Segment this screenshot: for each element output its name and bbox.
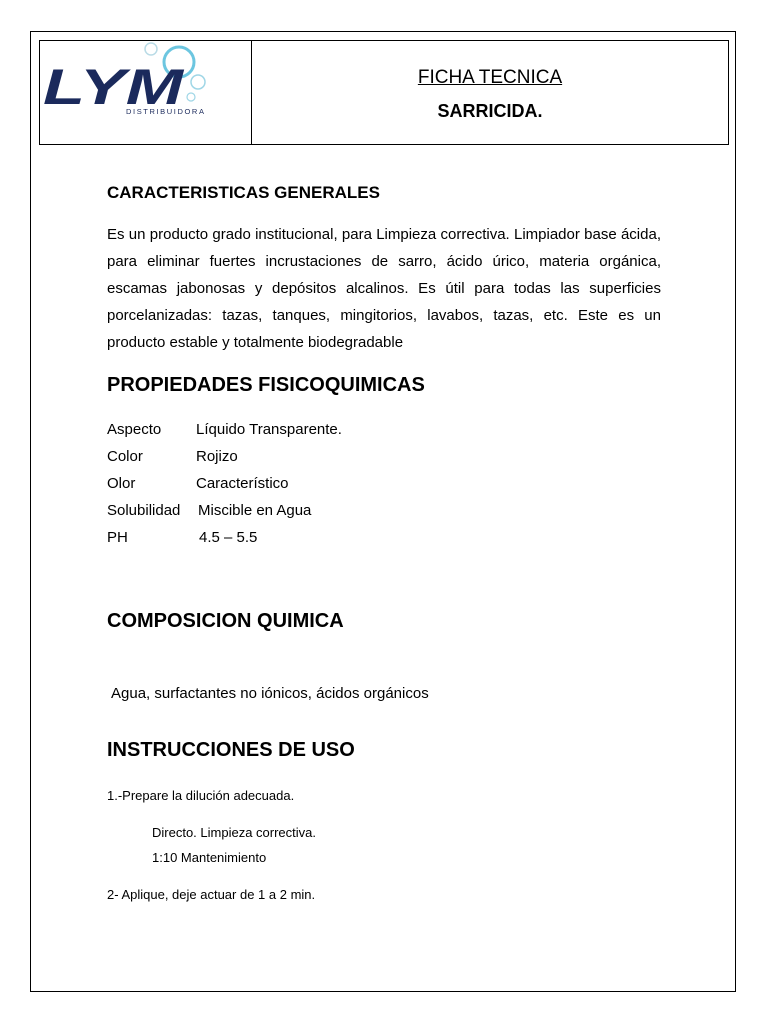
property-value: Líquido Transparente. [196,421,342,438]
logo-subtext: DISTRIBUIDORA [126,107,206,116]
property-value: Miscible en Agua [198,502,312,519]
bubble-icon [145,43,157,55]
dilution-option: 1:10 Mantenimiento [152,850,267,865]
composition-text: Agua, surfactantes no iónicos, ácidos orgánicos [111,685,429,702]
bubble-icon [187,93,195,101]
bubble-icon [191,75,205,89]
property-label: PH [107,529,128,546]
property-label: Aspecto [107,421,162,438]
property-label: Olor [107,475,136,492]
section-heading-composition: COMPOSICION QUIMICA [107,610,344,632]
company-logo [40,41,252,144]
section-heading-properties: PROPIEDADES FISICOQUIMICAS [107,374,425,396]
instruction-step-1: 1.-Prepare la dilución adecuada. [107,788,295,803]
instruction-step-2: 2- Aplique, deje actuar de 1 a 2 min. [107,887,316,902]
title-cell [252,41,728,144]
property-label: Color [107,448,143,465]
property-value: 4.5 – 5.5 [199,529,258,546]
general-description: Es un producto grado institucional, para Limpieza correctiva. Limpiador base ácida, para eliminar fuertes incrustaciones de sarro, ácido úrico, materia orgánica, escamas jabonosas y depósitos alcalinos. Es útil para todas las superficies porcelanizadas: tazas, tanques, mingitorios, lavabos, tazas, etc. Este es un producto estable y totalmente biodegradable [107,226,661,351]
logo-wordmark: LYM [43,59,185,115]
property-value: Rojizo [196,448,238,465]
dilution-option: Directo. Limpieza correctiva. [152,825,316,840]
property-label: Solubilidad [107,502,181,519]
property-value: Característico [196,475,289,492]
section-heading-instructions: INSTRUCCIONES DE USO [107,739,355,761]
logo-cell [40,41,252,144]
document-subtitle: SARRICIDA. [437,101,543,121]
document-title: FICHA TECNICA [417,67,563,88]
section-heading-general: CARACTERISTICAS GENERALES [107,183,380,202]
header-table [39,40,729,145]
